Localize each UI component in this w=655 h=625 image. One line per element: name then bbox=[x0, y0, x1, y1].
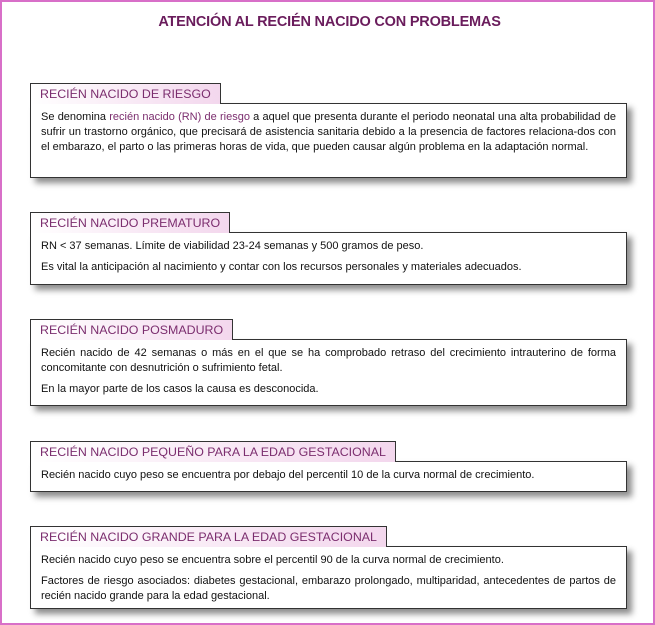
paragraph: Recién nacido de 42 semanas o más en el que se ha comprobado retraso del crecimiento intrauterino de forma concomitante con desnutrición o sufrimiento fetal. bbox=[41, 347, 616, 374]
text-run: a aquel que presenta durante el periodo neonatal una alta probabilidad de sufrir un trastorno orgánico, que precisará de asistencia sanitaria debido a la presencia de factores relaciona-dos con el embarazo, el parto o las primeras horas de vida, que pueden causar algún problema en la adaptación normal. bbox=[41, 111, 616, 153]
section-heading-prematuro: RECIÉN NACIDO PREMATURO bbox=[30, 212, 230, 233]
section-heading-posmaduro: RECIÉN NACIDO POSMADURO bbox=[30, 319, 233, 340]
paragraph: Es vital la anticipación al nacimiento y contar con los recursos personales y materiales adecuados. bbox=[41, 261, 522, 273]
section-body-posmaduro bbox=[30, 339, 627, 406]
paragraph: Recién nacido cuyo peso se encuentra por debajo del percentil 10 de la curva normal de crecimiento. bbox=[41, 469, 535, 481]
section-body-pequeno bbox=[30, 461, 627, 492]
section-heading-grande: RECIÉN NACIDO GRANDE PARA LA EDAD GESTACIONAL bbox=[30, 526, 387, 547]
paragraph: En la mayor parte de los casos la causa es desconocida. bbox=[41, 383, 319, 395]
paragraph: Factores de riesgo asociados: diabetes gestacional, embarazo prolongado, multiparidad, antecedentes de partos de recién nacido grande para la edad gestacional. bbox=[41, 575, 616, 602]
section-body-riesgo bbox=[30, 103, 627, 178]
section-heading-riesgo: RECIÉN NACIDO DE RIESGO bbox=[30, 83, 221, 104]
paragraph: RN < 37 semanas. Límite de viabilidad 23-24 semanas y 500 gramos de peso. bbox=[41, 240, 424, 252]
highlight-term: recién nacido (RN) de riesgo bbox=[109, 111, 250, 123]
text-run: Se denomina bbox=[41, 111, 110, 123]
paragraph: Recién nacido cuyo peso se encuentra sobre el percentil 90 de la curva normal de crecimiento. bbox=[41, 554, 504, 566]
paragraph bbox=[41, 110, 616, 155]
page-title: ATENCIÓN AL RECIÉN NACIDO CON PROBLEMAS bbox=[158, 14, 501, 30]
section-body-grande bbox=[30, 546, 627, 609]
section-body-prematuro bbox=[30, 232, 627, 285]
section-heading-pequeno: RECIÉN NACIDO PEQUEÑO PARA LA EDAD GESTACIONAL bbox=[30, 441, 396, 462]
